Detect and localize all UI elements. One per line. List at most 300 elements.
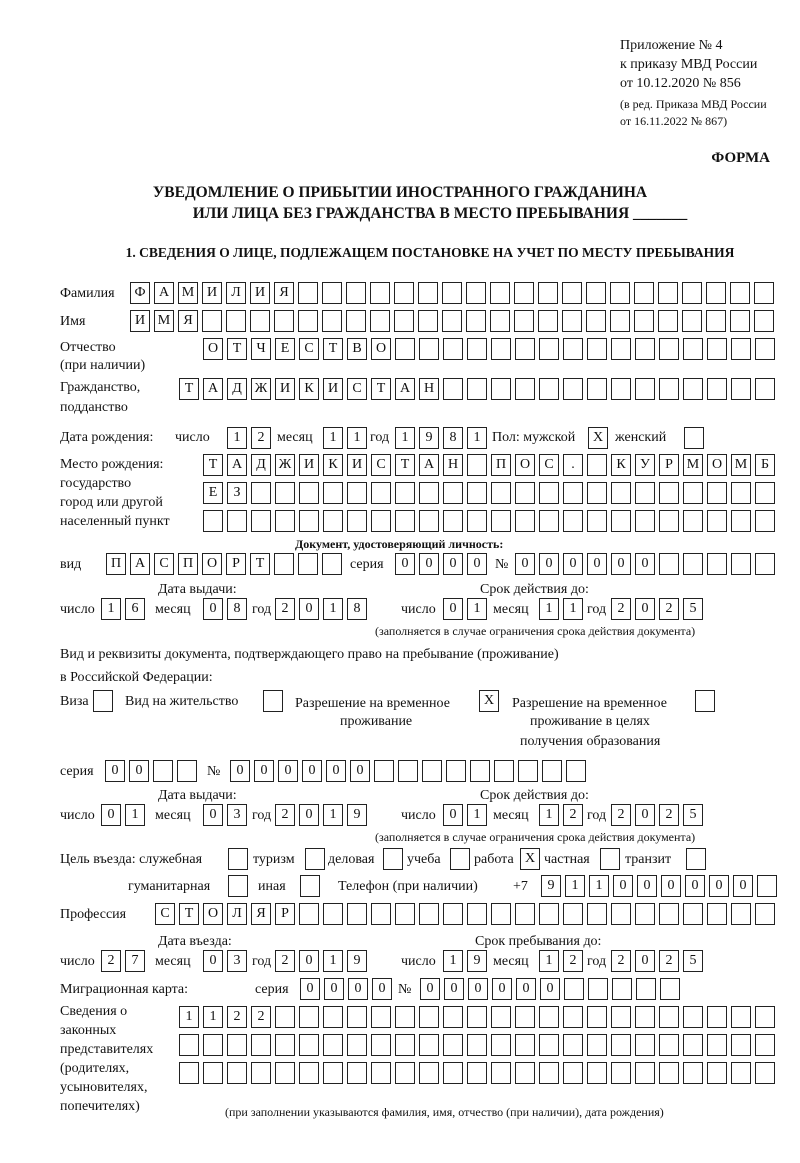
char-cell[interactable]: 0	[443, 804, 463, 826]
char-cell[interactable]: Н	[419, 378, 439, 400]
char-cell[interactable]: Ж	[251, 378, 271, 400]
char-cell[interactable]: М	[683, 454, 703, 476]
char-cell[interactable]	[179, 1062, 199, 1084]
char-cell[interactable]	[251, 1034, 271, 1056]
char-cell[interactable]: 8	[227, 598, 247, 620]
char-cell[interactable]	[562, 310, 582, 332]
char-cell[interactable]	[564, 978, 584, 1000]
char-cell[interactable]: Р	[659, 454, 679, 476]
char-cell[interactable]: 0	[230, 760, 250, 782]
char-cell[interactable]	[659, 1034, 679, 1056]
char-cell[interactable]	[566, 760, 586, 782]
char-cell[interactable]: 0	[563, 553, 583, 575]
char-cell[interactable]	[322, 282, 342, 304]
char-cell[interactable]: И	[347, 454, 367, 476]
char-cell[interactable]	[587, 482, 607, 504]
char-cell[interactable]: 2	[659, 950, 679, 972]
char-cell[interactable]	[467, 510, 487, 532]
char-cell[interactable]: 9	[347, 804, 367, 826]
char-cell[interactable]: 0	[611, 553, 631, 575]
char-cell[interactable]	[683, 903, 703, 925]
char-cell[interactable]: 0	[203, 804, 223, 826]
char-cell[interactable]: 0	[348, 978, 368, 1000]
char-cell[interactable]: 2	[101, 950, 121, 972]
char-cell[interactable]: 0	[635, 950, 655, 972]
char-cell[interactable]: М	[178, 282, 198, 304]
char-cell[interactable]	[563, 378, 583, 400]
char-cell[interactable]: 2	[275, 804, 295, 826]
char-cell[interactable]	[298, 553, 318, 575]
char-cell[interactable]	[443, 1062, 463, 1084]
char-cell[interactable]	[322, 310, 342, 332]
char-cell[interactable]	[274, 553, 294, 575]
char-cell[interactable]: Т	[250, 553, 270, 575]
char-cell[interactable]: 1	[203, 1006, 223, 1028]
char-cell[interactable]	[179, 1034, 199, 1056]
char-cell[interactable]: .	[563, 454, 583, 476]
checkbox[interactable]	[684, 427, 704, 449]
char-cell[interactable]	[370, 310, 390, 332]
char-cell[interactable]	[419, 338, 439, 360]
char-cell[interactable]: 3	[227, 804, 247, 826]
char-cell[interactable]	[612, 978, 632, 1000]
char-cell[interactable]: 0	[395, 553, 415, 575]
char-cell[interactable]	[635, 482, 655, 504]
char-cell[interactable]: 1	[227, 427, 247, 449]
char-cell[interactable]: Н	[443, 454, 463, 476]
char-cell[interactable]: 1	[539, 804, 559, 826]
char-cell[interactable]	[419, 1062, 439, 1084]
char-cell[interactable]	[707, 338, 727, 360]
char-cell[interactable]	[635, 903, 655, 925]
char-cell[interactable]	[515, 903, 535, 925]
char-cell[interactable]: 0	[302, 760, 322, 782]
char-cell[interactable]	[610, 282, 630, 304]
char-cell[interactable]	[707, 378, 727, 400]
char-cell[interactable]: 0	[419, 553, 439, 575]
char-cell[interactable]: 0	[105, 760, 125, 782]
char-cell[interactable]: Т	[179, 903, 199, 925]
char-cell[interactable]: Л	[226, 282, 246, 304]
char-cell[interactable]: 1	[467, 598, 487, 620]
char-cell[interactable]	[611, 378, 631, 400]
char-cell[interactable]	[443, 482, 463, 504]
char-cell[interactable]	[611, 1062, 631, 1084]
char-cell[interactable]	[398, 760, 418, 782]
char-cell[interactable]	[250, 310, 270, 332]
char-cell[interactable]	[635, 1062, 655, 1084]
char-cell[interactable]	[227, 1034, 247, 1056]
char-cell[interactable]	[467, 903, 487, 925]
char-cell[interactable]: 5	[683, 950, 703, 972]
char-cell[interactable]	[683, 338, 703, 360]
char-cell[interactable]	[394, 310, 414, 332]
char-cell[interactable]	[515, 482, 535, 504]
char-cell[interactable]: 8	[347, 598, 367, 620]
char-cell[interactable]	[299, 1062, 319, 1084]
char-cell[interactable]	[611, 510, 631, 532]
char-cell[interactable]	[443, 510, 463, 532]
char-cell[interactable]: Л	[227, 903, 247, 925]
char-cell[interactable]	[731, 1034, 751, 1056]
char-cell[interactable]	[563, 338, 583, 360]
char-cell[interactable]	[467, 1006, 487, 1028]
char-cell[interactable]: 0	[299, 804, 319, 826]
checkbox[interactable]	[686, 848, 706, 870]
char-cell[interactable]: 0	[299, 950, 319, 972]
char-cell[interactable]	[660, 978, 680, 1000]
char-cell[interactable]	[443, 903, 463, 925]
char-cell[interactable]	[494, 760, 514, 782]
char-cell[interactable]: 0	[372, 978, 392, 1000]
char-cell[interactable]	[658, 310, 678, 332]
char-cell[interactable]: 1	[323, 598, 343, 620]
char-cell[interactable]	[588, 978, 608, 1000]
char-cell[interactable]	[443, 378, 463, 400]
char-cell[interactable]	[683, 1034, 703, 1056]
char-cell[interactable]	[203, 510, 223, 532]
checkbox[interactable]	[228, 848, 248, 870]
char-cell[interactable]: 0	[443, 598, 463, 620]
char-cell[interactable]	[706, 310, 726, 332]
char-cell[interactable]	[755, 1006, 775, 1028]
char-cell[interactable]: Ф	[130, 282, 150, 304]
char-cell[interactable]	[707, 903, 727, 925]
char-cell[interactable]	[419, 1034, 439, 1056]
checkbox[interactable]	[305, 848, 325, 870]
char-cell[interactable]: Т	[323, 338, 343, 360]
char-cell[interactable]	[611, 482, 631, 504]
char-cell[interactable]: О	[515, 454, 535, 476]
char-cell[interactable]: 2	[611, 950, 631, 972]
char-cell[interactable]	[563, 510, 583, 532]
char-cell[interactable]	[635, 338, 655, 360]
char-cell[interactable]	[518, 760, 538, 782]
char-cell[interactable]	[491, 903, 511, 925]
char-cell[interactable]: 0	[685, 875, 705, 897]
char-cell[interactable]	[275, 1006, 295, 1028]
char-cell[interactable]	[443, 1034, 463, 1056]
char-cell[interactable]	[755, 1062, 775, 1084]
char-cell[interactable]	[371, 482, 391, 504]
char-cell[interactable]	[395, 338, 415, 360]
checkbox[interactable]	[93, 690, 113, 712]
char-cell[interactable]	[539, 1062, 559, 1084]
char-cell[interactable]: С	[299, 338, 319, 360]
char-cell[interactable]	[491, 510, 511, 532]
char-cell[interactable]: 1	[443, 950, 463, 972]
char-cell[interactable]	[635, 1034, 655, 1056]
char-cell[interactable]	[467, 338, 487, 360]
char-cell[interactable]	[683, 1062, 703, 1084]
char-cell[interactable]: 0	[661, 875, 681, 897]
char-cell[interactable]: 0	[300, 978, 320, 1000]
char-cell[interactable]: 0	[299, 598, 319, 620]
char-cell[interactable]	[323, 1034, 343, 1056]
char-cell[interactable]	[177, 760, 197, 782]
char-cell[interactable]	[682, 282, 702, 304]
char-cell[interactable]: А	[130, 553, 150, 575]
char-cell[interactable]: П	[178, 553, 198, 575]
char-cell[interactable]: 1	[323, 950, 343, 972]
char-cell[interactable]	[442, 310, 462, 332]
char-cell[interactable]	[275, 510, 295, 532]
checkbox[interactable]	[695, 690, 715, 712]
char-cell[interactable]	[395, 510, 415, 532]
char-cell[interactable]	[227, 1062, 247, 1084]
char-cell[interactable]: И	[202, 282, 222, 304]
char-cell[interactable]	[203, 1034, 223, 1056]
char-cell[interactable]	[371, 510, 391, 532]
char-cell[interactable]	[586, 282, 606, 304]
char-cell[interactable]	[347, 1062, 367, 1084]
char-cell[interactable]: Я	[178, 310, 198, 332]
char-cell[interactable]	[659, 510, 679, 532]
char-cell[interactable]	[754, 282, 774, 304]
char-cell[interactable]	[251, 510, 271, 532]
char-cell[interactable]	[346, 310, 366, 332]
char-cell[interactable]	[323, 1006, 343, 1028]
char-cell[interactable]	[683, 553, 703, 575]
char-cell[interactable]: 1	[563, 598, 583, 620]
char-cell[interactable]	[275, 1062, 295, 1084]
char-cell[interactable]	[299, 482, 319, 504]
char-cell[interactable]	[539, 482, 559, 504]
char-cell[interactable]: 1	[467, 804, 487, 826]
char-cell[interactable]	[587, 454, 607, 476]
char-cell[interactable]: А	[227, 454, 247, 476]
char-cell[interactable]	[153, 760, 173, 782]
char-cell[interactable]	[659, 903, 679, 925]
char-cell[interactable]	[490, 282, 510, 304]
char-cell[interactable]: С	[539, 454, 559, 476]
char-cell[interactable]	[323, 1062, 343, 1084]
char-cell[interactable]	[730, 282, 750, 304]
char-cell[interactable]	[347, 903, 367, 925]
char-cell[interactable]: 0	[278, 760, 298, 782]
char-cell[interactable]	[347, 482, 367, 504]
char-cell[interactable]	[683, 1006, 703, 1028]
char-cell[interactable]: И	[323, 378, 343, 400]
char-cell[interactable]	[299, 510, 319, 532]
char-cell[interactable]	[731, 903, 751, 925]
char-cell[interactable]	[539, 378, 559, 400]
char-cell[interactable]	[514, 282, 534, 304]
char-cell[interactable]: 1	[539, 950, 559, 972]
char-cell[interactable]	[563, 1006, 583, 1028]
char-cell[interactable]: Т	[203, 454, 223, 476]
char-cell[interactable]	[371, 1034, 391, 1056]
char-cell[interactable]	[395, 1006, 415, 1028]
char-cell[interactable]: 0	[733, 875, 753, 897]
char-cell[interactable]: 5	[683, 804, 703, 826]
char-cell[interactable]: М	[731, 454, 751, 476]
char-cell[interactable]	[274, 310, 294, 332]
char-cell[interactable]	[202, 310, 222, 332]
char-cell[interactable]: С	[347, 378, 367, 400]
char-cell[interactable]: П	[491, 454, 511, 476]
char-cell[interactable]: 1	[539, 598, 559, 620]
char-cell[interactable]	[470, 760, 490, 782]
char-cell[interactable]: Д	[227, 378, 247, 400]
char-cell[interactable]: 2	[563, 804, 583, 826]
char-cell[interactable]	[539, 338, 559, 360]
char-cell[interactable]: Р	[226, 553, 246, 575]
char-cell[interactable]	[419, 903, 439, 925]
checkbox[interactable]	[383, 848, 403, 870]
char-cell[interactable]	[755, 553, 775, 575]
char-cell[interactable]	[730, 310, 750, 332]
char-cell[interactable]: 0	[254, 760, 274, 782]
char-cell[interactable]: 3	[227, 950, 247, 972]
char-cell[interactable]	[635, 510, 655, 532]
char-cell[interactable]	[490, 310, 510, 332]
char-cell[interactable]	[443, 338, 463, 360]
char-cell[interactable]	[731, 482, 751, 504]
char-cell[interactable]: Р	[275, 903, 295, 925]
char-cell[interactable]: 2	[659, 598, 679, 620]
char-cell[interactable]: О	[202, 553, 222, 575]
char-cell[interactable]: 0	[101, 804, 121, 826]
char-cell[interactable]: 2	[275, 950, 295, 972]
char-cell[interactable]	[466, 282, 486, 304]
char-cell[interactable]	[683, 510, 703, 532]
char-cell[interactable]: 0	[324, 978, 344, 1000]
char-cell[interactable]: 0	[444, 978, 464, 1000]
char-cell[interactable]: 5	[683, 598, 703, 620]
char-cell[interactable]: 6	[125, 598, 145, 620]
char-cell[interactable]	[419, 510, 439, 532]
char-cell[interactable]	[491, 1062, 511, 1084]
char-cell[interactable]: А	[419, 454, 439, 476]
char-cell[interactable]	[635, 1006, 655, 1028]
char-cell[interactable]	[226, 310, 246, 332]
char-cell[interactable]	[611, 338, 631, 360]
char-cell[interactable]	[395, 482, 415, 504]
char-cell[interactable]: 0	[637, 875, 657, 897]
char-cell[interactable]	[467, 454, 487, 476]
char-cell[interactable]	[422, 760, 442, 782]
char-cell[interactable]	[731, 510, 751, 532]
char-cell[interactable]: 0	[468, 978, 488, 1000]
char-cell[interactable]	[395, 903, 415, 925]
char-cell[interactable]: Я	[251, 903, 271, 925]
char-cell[interactable]: О	[707, 454, 727, 476]
char-cell[interactable]: 2	[251, 427, 271, 449]
char-cell[interactable]	[251, 1062, 271, 1084]
checkbox[interactable]: X	[520, 848, 540, 870]
char-cell[interactable]	[515, 1062, 535, 1084]
char-cell[interactable]	[731, 1006, 751, 1028]
char-cell[interactable]	[755, 1034, 775, 1056]
char-cell[interactable]	[562, 282, 582, 304]
char-cell[interactable]	[515, 510, 535, 532]
char-cell[interactable]: И	[275, 378, 295, 400]
char-cell[interactable]	[322, 553, 342, 575]
char-cell[interactable]	[514, 310, 534, 332]
char-cell[interactable]: 2	[563, 950, 583, 972]
char-cell[interactable]: Е	[275, 338, 295, 360]
char-cell[interactable]: К	[299, 378, 319, 400]
char-cell[interactable]: 1	[395, 427, 415, 449]
char-cell[interactable]	[467, 378, 487, 400]
char-cell[interactable]	[442, 282, 462, 304]
char-cell[interactable]	[539, 510, 559, 532]
char-cell[interactable]	[563, 482, 583, 504]
char-cell[interactable]	[658, 282, 678, 304]
char-cell[interactable]	[395, 1062, 415, 1084]
checkbox[interactable]	[600, 848, 620, 870]
char-cell[interactable]	[347, 510, 367, 532]
char-cell[interactable]	[707, 482, 727, 504]
char-cell[interactable]: О	[203, 338, 223, 360]
char-cell[interactable]	[538, 310, 558, 332]
char-cell[interactable]	[418, 282, 438, 304]
char-cell[interactable]: 2	[611, 804, 631, 826]
char-cell[interactable]: О	[371, 338, 391, 360]
char-cell[interactable]	[371, 903, 391, 925]
char-cell[interactable]	[659, 553, 679, 575]
char-cell[interactable]	[538, 282, 558, 304]
char-cell[interactable]	[659, 378, 679, 400]
char-cell[interactable]: 0	[203, 950, 223, 972]
char-cell[interactable]	[707, 553, 727, 575]
char-cell[interactable]	[346, 282, 366, 304]
char-cell[interactable]	[467, 1034, 487, 1056]
char-cell[interactable]	[755, 338, 775, 360]
char-cell[interactable]	[491, 482, 511, 504]
char-cell[interactable]	[563, 1062, 583, 1084]
char-cell[interactable]: И	[299, 454, 319, 476]
checkbox[interactable]	[228, 875, 248, 897]
char-cell[interactable]	[371, 1062, 391, 1084]
char-cell[interactable]: С	[155, 903, 175, 925]
char-cell[interactable]: М	[154, 310, 174, 332]
char-cell[interactable]	[466, 310, 486, 332]
char-cell[interactable]: 0	[540, 978, 560, 1000]
char-cell[interactable]	[706, 282, 726, 304]
char-cell[interactable]: 9	[347, 950, 367, 972]
char-cell[interactable]	[731, 338, 751, 360]
char-cell[interactable]: 2	[659, 804, 679, 826]
char-cell[interactable]	[323, 482, 343, 504]
char-cell[interactable]	[539, 1034, 559, 1056]
char-cell[interactable]: 0	[129, 760, 149, 782]
char-cell[interactable]	[611, 1006, 631, 1028]
char-cell[interactable]: В	[347, 338, 367, 360]
char-cell[interactable]: 2	[227, 1006, 247, 1028]
char-cell[interactable]: 2	[611, 598, 631, 620]
char-cell[interactable]: А	[154, 282, 174, 304]
char-cell[interactable]	[370, 282, 390, 304]
char-cell[interactable]	[275, 1034, 295, 1056]
char-cell[interactable]	[418, 310, 438, 332]
char-cell[interactable]	[707, 1006, 727, 1028]
char-cell[interactable]	[755, 903, 775, 925]
char-cell[interactable]: 9	[467, 950, 487, 972]
char-cell[interactable]	[347, 1034, 367, 1056]
char-cell[interactable]: 0	[203, 598, 223, 620]
char-cell[interactable]: И	[250, 282, 270, 304]
char-cell[interactable]	[659, 1006, 679, 1028]
char-cell[interactable]: А	[203, 378, 223, 400]
char-cell[interactable]: У	[635, 454, 655, 476]
char-cell[interactable]	[298, 310, 318, 332]
char-cell[interactable]	[587, 1062, 607, 1084]
char-cell[interactable]: Т	[227, 338, 247, 360]
char-cell[interactable]	[587, 1034, 607, 1056]
char-cell[interactable]: Я	[274, 282, 294, 304]
